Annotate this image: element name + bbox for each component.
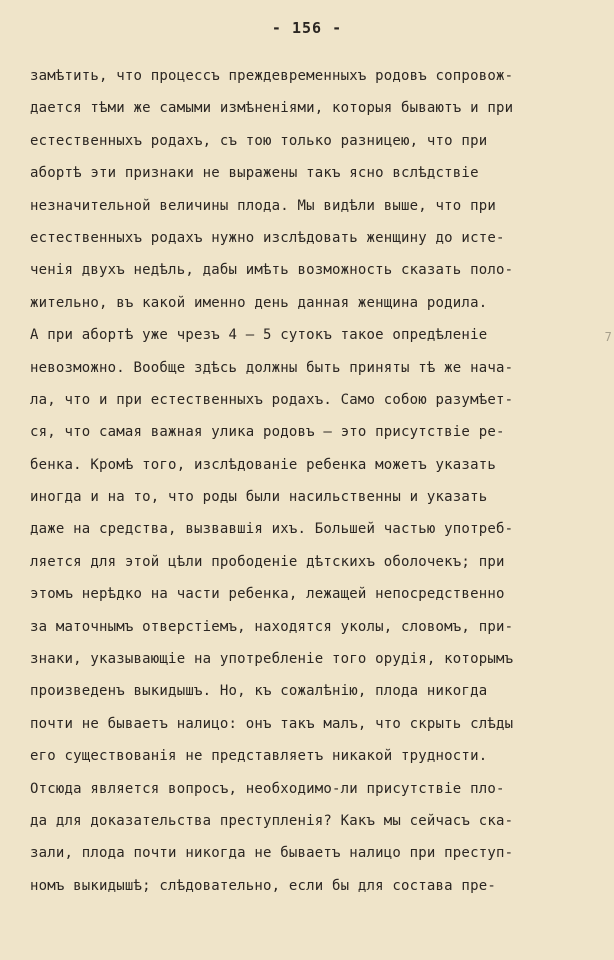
- text-line: произведенъ выкидышъ. Но, къ сожалѣнiю, плода никогда: [30, 683, 488, 700]
- text-line: да для доказательства преступленiя? Какъ мы сейчасъ ска-: [30, 812, 514, 829]
- body-text: [30, 66, 596, 908]
- text-line: невозможно. Вообще здѣсь должны быть приняты тѣ же нача-: [30, 359, 514, 376]
- text-line: незначительной величины плода. Мы видѣли выше, что при: [30, 197, 496, 214]
- text-line: естественныхъ родахъ нужно изслѣдовать женщину до исте-: [30, 229, 505, 246]
- text-line: естественныхъ родахъ, съ тою только разницею, что при: [30, 132, 488, 149]
- text-line: ляется для этой цѣли прободенiе дѣтскихъ оболочекъ; при: [30, 553, 505, 570]
- text-line: жительно, въ какой именно день данная женщина родила.: [30, 294, 488, 311]
- text-line: за маточнымъ отверстiемъ, находятся уколы, словомъ, при-: [30, 618, 514, 635]
- text-line: даже на средства, вызвавшiя ихъ. Большей частью употреб-: [30, 521, 514, 538]
- text-line: этомъ нерѣдко на части ребенка, лежащей непосредственно: [30, 586, 505, 603]
- text-line: ченiя двухъ недѣль, дабы имѣть возможность сказать поло-: [30, 262, 514, 279]
- text-line: дается тѣми же самыми измѣненiями, которыя бываютъ и при: [30, 100, 514, 117]
- text-line: почти не бываетъ налицо: онъ такъ малъ, что скрыть слѣды: [30, 715, 514, 732]
- page-number: - 156 -: [271, 19, 343, 37]
- text-line: ла, что и при естественныхъ родахъ. Само собою разумѣет-: [30, 391, 514, 408]
- text-line: иногда и на то, что роды были насильственны и указать: [30, 489, 488, 506]
- text-line: бенка. Кромѣ того, изслѣдованiе ребенка можетъ указать: [30, 456, 496, 473]
- text-line: его существованiя не представляетъ никакой трудности.: [30, 748, 488, 765]
- text-line: зали, плода почти никогда не бываетъ налицо при преступ-: [30, 845, 514, 862]
- text-line: знаки, указывающiе на употребленiе того орудiя, которымъ: [30, 651, 514, 668]
- margin-mark: 7: [604, 330, 612, 344]
- text-line: номъ выкидышѣ; слѣдовательно, если бы для состава пре-: [30, 877, 496, 894]
- text-line: ся, что самая важная улика родовъ – это присутствiе ре-: [30, 424, 505, 441]
- text-line: замѣтить, что процессъ преждевременныхъ родовъ сопровож-: [30, 68, 514, 84]
- text-line: А при абортѣ уже чрезъ 4 – 5 сутокъ такое опредѣленiе: [30, 327, 488, 344]
- text-line: абортѣ эти признаки не выражены такъ ясно вслѣдствiе: [30, 165, 479, 182]
- text-line: Отсюда является вопросъ, необходимо-ли присутствiе пло-: [30, 780, 505, 797]
